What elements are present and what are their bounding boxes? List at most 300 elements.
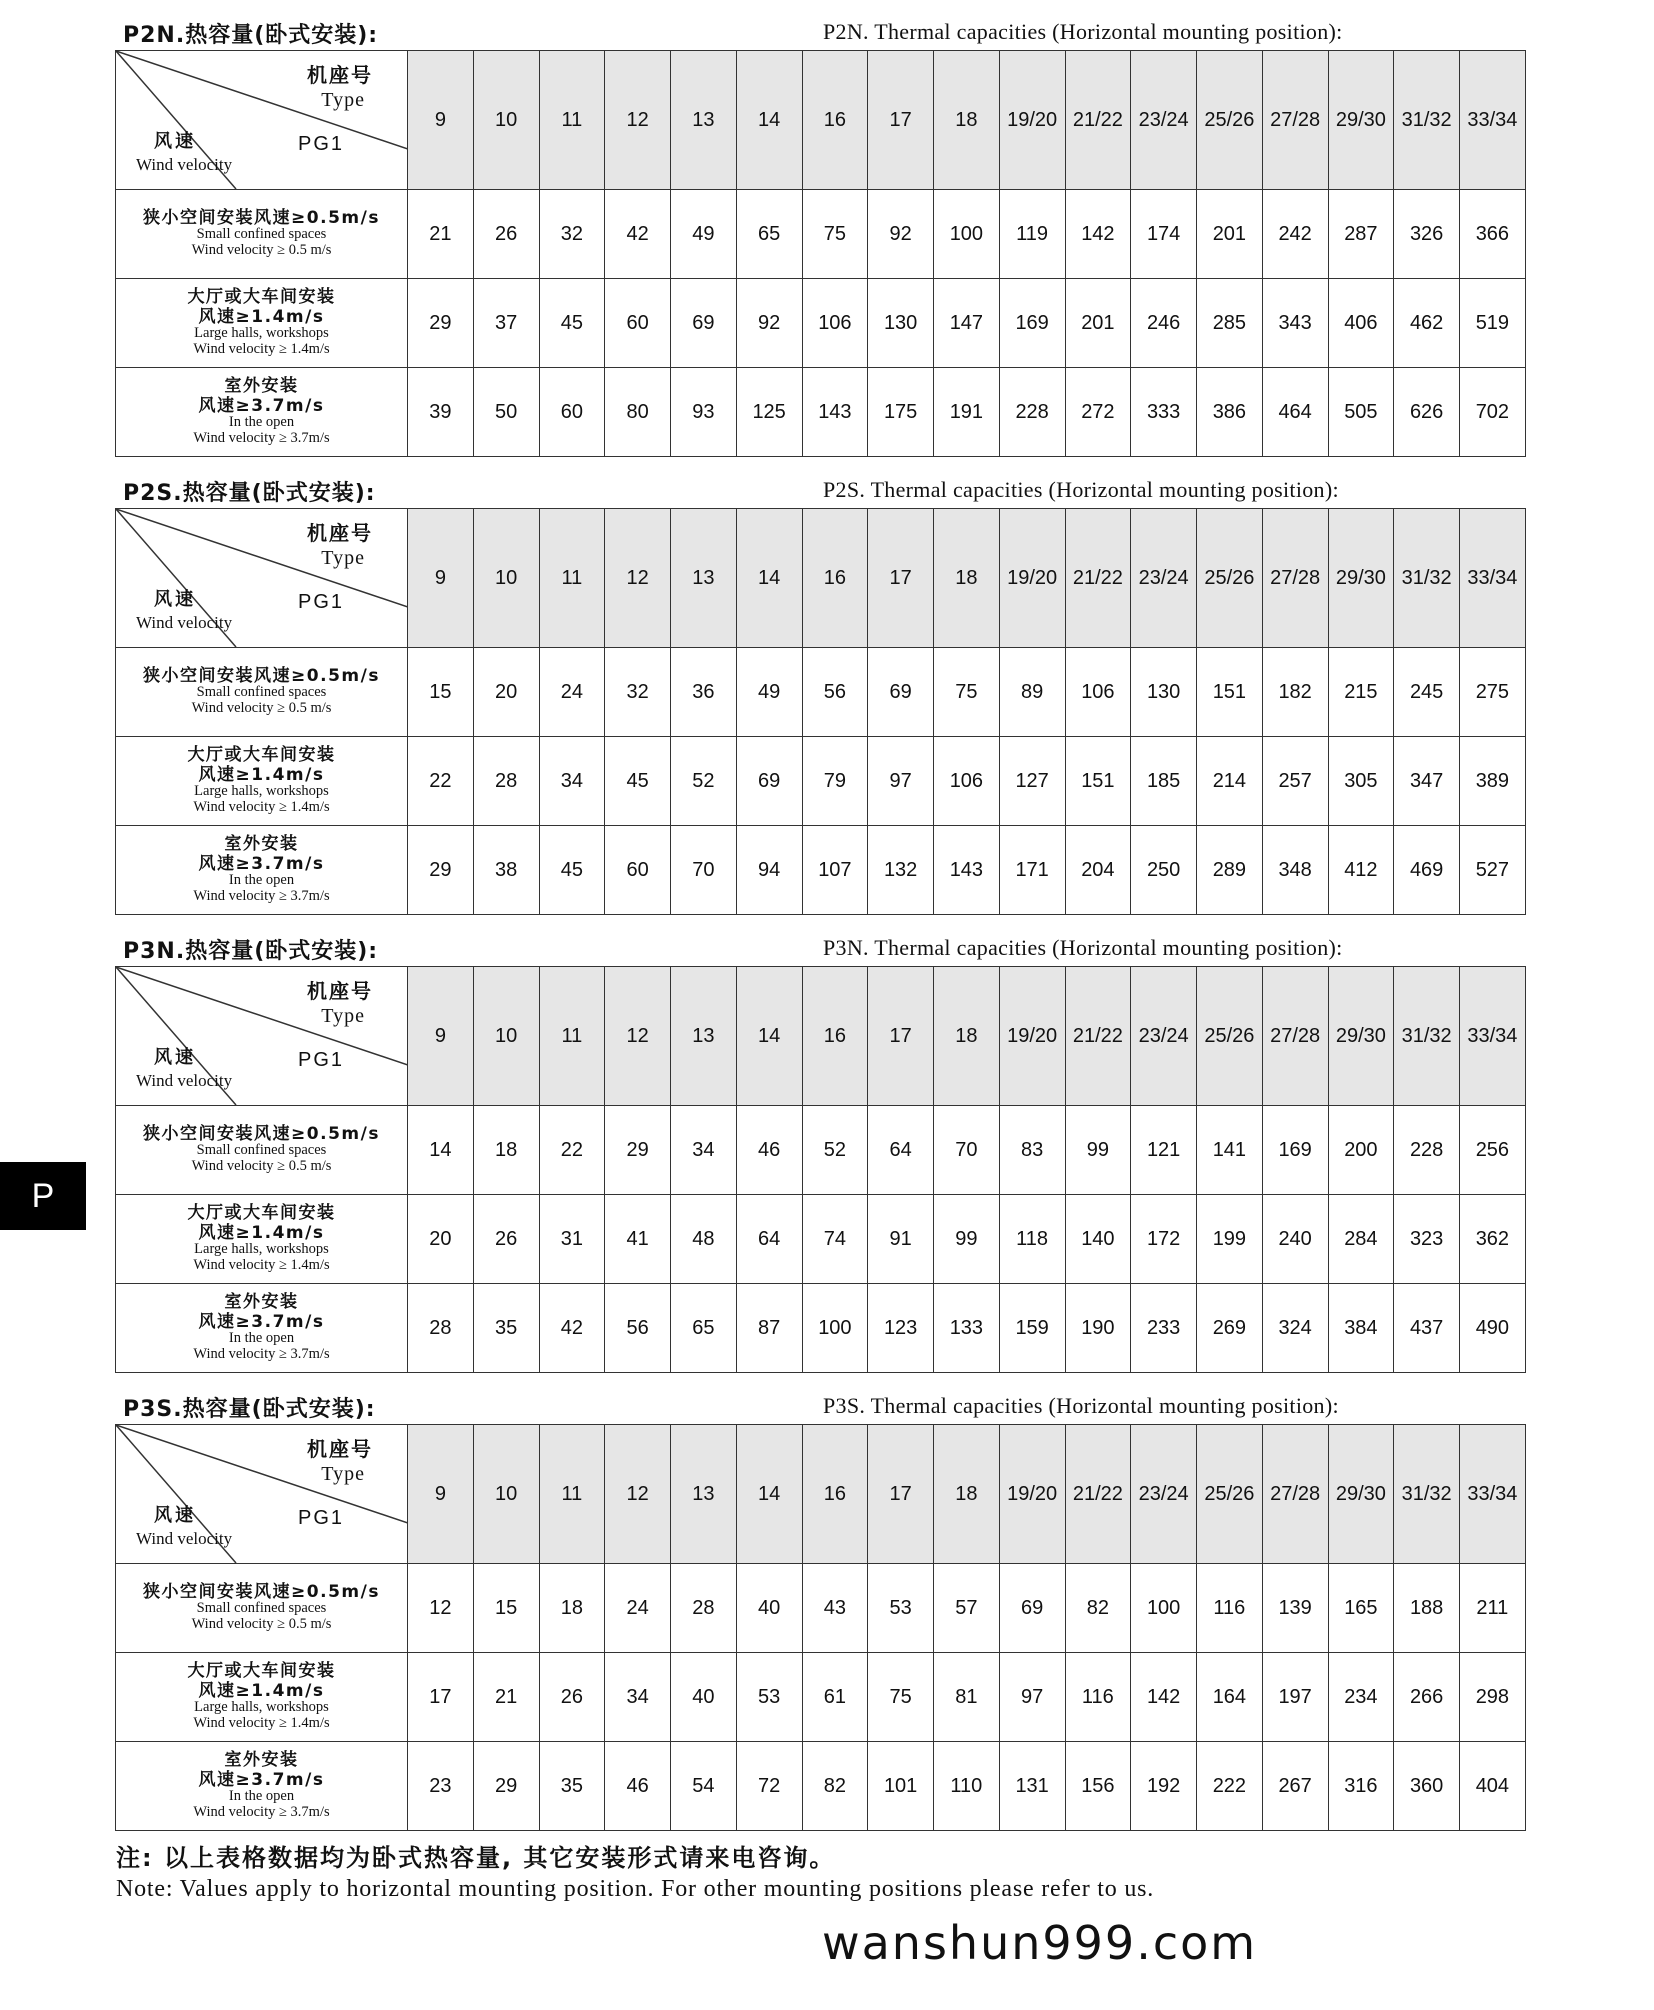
table-cell: 40 [736,1564,802,1653]
table-cell: 289 [1197,826,1263,915]
column-header: 25/26 [1197,1425,1263,1564]
table-cell: 97 [868,737,934,826]
footnote-chinese: 注: 以上表格数据均为卧式热容量, 其它安装形式请来电咨询。 [116,1844,836,1872]
row-label-english: In the open [228,1788,295,1805]
row-label-chinese: 狭小空间安装风速≥0.5m/s [143,1123,380,1144]
header-wind-chinese: 风速 [154,589,196,610]
column-header: 16 [802,509,868,648]
header-corner-cell [116,967,408,1106]
row-label-english: Wind velocity ≥ 0.5 m/s [191,1158,332,1175]
column-header: 14 [736,967,802,1106]
table-cell: 702 [1460,368,1526,457]
column-header: 31/32 [1394,509,1460,648]
row-label-chinese: 室外安装 [224,375,299,396]
column-header: 16 [802,1425,868,1564]
table-cell: 64 [868,1106,934,1195]
column-header: 19/20 [999,1425,1065,1564]
table-cell: 121 [1131,1106,1197,1195]
column-header: 10 [473,509,539,648]
row-label-english: Wind velocity ≥ 3.7m/s [193,1346,330,1363]
table-cell: 233 [1131,1284,1197,1373]
row-label-cell [116,1742,408,1831]
column-header: 14 [736,51,802,190]
row-label-chinese: 大厅或大车间安装 [187,286,336,307]
table-cell: 469 [1394,826,1460,915]
column-header: 12 [605,509,671,648]
table-cell: 360 [1394,1742,1460,1831]
section-title [115,18,1525,50]
table-cell: 142 [1131,1653,1197,1742]
row-label-english: In the open [228,872,295,889]
row-label-english: Large halls, workshops [194,1699,329,1716]
table-cell: 285 [1197,279,1263,368]
table-cell: 26 [473,1195,539,1284]
table-cell: 316 [1328,1742,1394,1831]
table-cell: 256 [1460,1106,1526,1195]
row-label-english: Wind velocity ≥ 3.7m/s [193,1804,330,1821]
column-header: 25/26 [1197,509,1263,648]
row-label-cell [116,1564,408,1653]
table-cell: 386 [1197,368,1263,457]
row-label-chinese: 风速≥3.7m/s [198,1311,325,1332]
table-cell: 119 [999,190,1065,279]
table-cell: 20 [408,1195,474,1284]
table-cell: 165 [1328,1564,1394,1653]
table-cell: 97 [999,1653,1065,1742]
column-header: 12 [605,51,671,190]
row-label-chinese: 狭小空间安装风速≥0.5m/s [143,207,380,228]
row-label-english: Wind velocity ≥ 1.4m/s [193,799,330,816]
table-cell: 197 [1262,1653,1328,1742]
table-cell: 89 [999,648,1065,737]
table-row [116,368,1526,457]
table-cell: 15 [408,648,474,737]
table-cell: 204 [1065,826,1131,915]
table-cell: 287 [1328,190,1394,279]
table-cell: 28 [408,1284,474,1373]
column-header: 27/28 [1262,51,1328,190]
column-header: 25/26 [1197,51,1263,190]
row-label-english: Large halls, workshops [194,1241,329,1258]
table-cell: 343 [1262,279,1328,368]
row-label-cell [116,1653,408,1742]
table-cell: 131 [999,1742,1065,1831]
capacity-section [115,934,1525,1373]
table-cell: 26 [473,190,539,279]
table-cell: 175 [868,368,934,457]
table-cell: 462 [1394,279,1460,368]
table-cell: 21 [473,1653,539,1742]
column-header: 17 [868,967,934,1106]
table-cell: 384 [1328,1284,1394,1373]
table-cell: 490 [1460,1284,1526,1373]
table-cell: 45 [539,826,605,915]
table-cell: 74 [802,1195,868,1284]
table-cell: 324 [1262,1284,1328,1373]
table-cell: 52 [671,737,737,826]
row-label-english: Wind velocity ≥ 1.4m/s [193,341,330,358]
table-cell: 127 [999,737,1065,826]
section-title [115,1392,1525,1424]
table-cell: 464 [1262,368,1328,457]
table-cell: 21 [408,190,474,279]
table-cell: 234 [1328,1653,1394,1742]
table-cell: 75 [934,648,1000,737]
table-cell: 35 [539,1742,605,1831]
row-label-cell [116,648,408,737]
capacity-section [115,1392,1525,1831]
row-label-cell [116,368,408,457]
table-cell: 75 [868,1653,934,1742]
table-row [116,1653,1526,1742]
column-header: 9 [408,51,474,190]
row-label-english: Wind velocity ≥ 1.4m/s [193,1715,330,1732]
row-label-chinese: 狭小空间安装风速≥0.5m/s [143,1581,380,1602]
table-cell: 214 [1197,737,1263,826]
table-cell: 159 [999,1284,1065,1373]
table-cell: 118 [999,1195,1065,1284]
column-header: 11 [539,967,605,1106]
table-cell: 130 [1131,648,1197,737]
section-title-english: P3N. Thermal capacities (Horizontal mounting position): [823,935,1343,960]
table-cell: 83 [999,1106,1065,1195]
table-cell: 14 [408,1106,474,1195]
header-row [116,967,1526,1106]
table-cell: 15 [473,1564,539,1653]
table-cell: 182 [1262,648,1328,737]
table-cell: 172 [1131,1195,1197,1284]
column-header: 33/34 [1460,1425,1526,1564]
table-cell: 99 [934,1195,1000,1284]
section-title-chinese: P3N.热容量(卧式安装): [123,939,379,964]
table-cell: 45 [605,737,671,826]
row-label-english: Wind velocity ≥ 3.7m/s [193,430,330,447]
table-cell: 626 [1394,368,1460,457]
table-cell: 87 [736,1284,802,1373]
table-cell: 65 [671,1284,737,1373]
table-cell: 245 [1394,648,1460,737]
section-title-chinese: P2S.热容量(卧式安装): [123,481,376,506]
column-header: 13 [671,509,737,648]
table-cell: 32 [605,648,671,737]
table-cell: 65 [736,190,802,279]
column-header: 23/24 [1131,967,1197,1106]
table-cell: 64 [736,1195,802,1284]
column-header: 31/32 [1394,1425,1460,1564]
table-cell: 266 [1394,1653,1460,1742]
table-cell: 24 [539,648,605,737]
row-label-cell [116,1284,408,1373]
table-cell: 156 [1065,1742,1131,1831]
header-corner-cell [116,51,408,190]
table-cell: 348 [1262,826,1328,915]
column-header: 13 [671,51,737,190]
table-cell: 298 [1460,1653,1526,1742]
header-type-chinese: 机座号 [307,63,373,87]
table-cell: 29 [473,1742,539,1831]
table-cell: 69 [868,648,934,737]
table-cell: 389 [1460,737,1526,826]
table-cell: 267 [1262,1742,1328,1831]
table-cell: 323 [1394,1195,1460,1284]
column-header: 17 [868,51,934,190]
table-cell: 242 [1262,190,1328,279]
column-header: 9 [408,509,474,648]
column-header: 33/34 [1460,509,1526,648]
row-label-chinese: 风速≥3.7m/s [198,1769,325,1790]
table-cell: 42 [539,1284,605,1373]
table-cell: 519 [1460,279,1526,368]
table-cell: 106 [802,279,868,368]
section-title [115,476,1525,508]
table-cell: 40 [671,1653,737,1742]
table-cell: 272 [1065,368,1131,457]
table-cell: 52 [802,1106,868,1195]
column-header: 27/28 [1262,1425,1328,1564]
row-label-english: Small confined spaces [196,1142,327,1159]
header-wind-chinese: 风速 [154,1047,196,1068]
header-wind-english: Wind velocity [136,155,233,174]
table-cell: 46 [736,1106,802,1195]
table-cell: 34 [671,1106,737,1195]
row-label-english: Wind velocity ≥ 0.5 m/s [191,242,332,259]
table-cell: 142 [1065,190,1131,279]
table-cell: 49 [736,648,802,737]
header-corner-cell [116,509,408,648]
table-cell: 169 [999,279,1065,368]
table-cell: 79 [802,737,868,826]
column-header: 21/22 [1065,51,1131,190]
table-cell: 91 [868,1195,934,1284]
table-cell: 139 [1262,1564,1328,1653]
row-label-english: Small confined spaces [196,1600,327,1617]
column-header: 23/24 [1131,1425,1197,1564]
row-label-chinese: 风速≥3.7m/s [198,395,325,416]
table-cell: 171 [999,826,1065,915]
row-label-english: Wind velocity ≥ 0.5 m/s [191,1616,332,1633]
table-cell: 169 [1262,1106,1328,1195]
table-cell: 72 [736,1742,802,1831]
table-cell: 92 [736,279,802,368]
table-cell: 69 [736,737,802,826]
table-row [116,190,1526,279]
column-header: 18 [934,509,1000,648]
column-header: 29/30 [1328,509,1394,648]
header-row [116,1425,1526,1564]
table-cell: 56 [802,648,868,737]
table-cell: 100 [934,190,1000,279]
table-cell: 22 [408,737,474,826]
column-header: 18 [934,967,1000,1106]
table-row [116,826,1526,915]
row-label-chinese: 室外安装 [224,1291,299,1312]
table-cell: 22 [539,1106,605,1195]
column-header: 14 [736,509,802,648]
table-cell: 143 [934,826,1000,915]
table-cell: 140 [1065,1195,1131,1284]
footnote-english: Note: Values apply to horizontal mounting position. For other mounting positions please refer to us. [116,1876,1155,1902]
table-cell: 18 [539,1564,605,1653]
table-cell: 42 [605,190,671,279]
row-label-english: Wind velocity ≥ 1.4m/s [193,1257,330,1274]
table-cell: 188 [1394,1564,1460,1653]
table-cell: 56 [605,1284,671,1373]
header-type-english: Type [321,1463,365,1485]
table-cell: 527 [1460,826,1526,915]
table-cell: 201 [1065,279,1131,368]
table-cell: 24 [605,1564,671,1653]
column-header: 11 [539,509,605,648]
row-label-english: Wind velocity ≥ 3.7m/s [193,888,330,905]
table-cell: 31 [539,1195,605,1284]
table-cell: 23 [408,1742,474,1831]
table-cell: 34 [539,737,605,826]
column-header: 29/30 [1328,1425,1394,1564]
table-cell: 49 [671,190,737,279]
table-cell: 123 [868,1284,934,1373]
table-cell: 347 [1394,737,1460,826]
table-cell: 60 [605,826,671,915]
row-label-chinese: 大厅或大车间安装 [187,1660,336,1681]
row-label-cell [116,826,408,915]
column-header: 18 [934,51,1000,190]
table-cell: 143 [802,368,868,457]
table-cell: 26 [539,1653,605,1742]
table-cell: 147 [934,279,1000,368]
table-cell: 185 [1131,737,1197,826]
table-cell: 45 [539,279,605,368]
table-cell: 70 [934,1106,1000,1195]
header-type-english: Type [321,89,365,111]
table-cell: 29 [408,279,474,368]
column-header: 29/30 [1328,51,1394,190]
row-label-cell [116,279,408,368]
table-cell: 69 [999,1564,1065,1653]
column-header: 13 [671,1425,737,1564]
table-cell: 12 [408,1564,474,1653]
column-header: 14 [736,1425,802,1564]
row-label-english: Large halls, workshops [194,325,329,342]
section-title-english: P2S. Thermal capacities (Horizontal mounting position): [823,477,1339,502]
table-cell: 92 [868,190,934,279]
table-cell: 116 [1065,1653,1131,1742]
column-header: 11 [539,51,605,190]
table-cell: 412 [1328,826,1394,915]
table-cell: 404 [1460,1742,1526,1831]
header-row [116,509,1526,648]
header-pg: PG1 [298,133,345,155]
table-cell: 164 [1197,1653,1263,1742]
header-wind-english: Wind velocity [136,1529,233,1548]
table-cell: 110 [934,1742,1000,1831]
table-cell: 107 [802,826,868,915]
header-wind-chinese: 风速 [154,131,196,152]
table-cell: 41 [605,1195,671,1284]
row-label-cell [116,1195,408,1284]
table-cell: 125 [736,368,802,457]
row-label-english: Small confined spaces [196,226,327,243]
header-type-chinese: 机座号 [307,1437,373,1461]
header-row [116,51,1526,190]
column-header: 33/34 [1460,51,1526,190]
header-type-english: Type [321,547,365,569]
table-cell: 53 [736,1653,802,1742]
table-cell: 18 [473,1106,539,1195]
table-cell: 151 [1065,737,1131,826]
row-label-chinese: 风速≥1.4m/s [198,1680,325,1701]
row-label-english: In the open [228,414,295,431]
row-label-english: Large halls, workshops [194,783,329,800]
capacity-section [115,18,1525,457]
section-tab-p: P [0,1162,86,1230]
table-cell: 240 [1262,1195,1328,1284]
table-cell: 199 [1197,1195,1263,1284]
capacity-table [115,1424,1526,1831]
table-cell: 174 [1131,190,1197,279]
column-header: 9 [408,967,474,1106]
column-header: 29/30 [1328,967,1394,1106]
table-cell: 333 [1131,368,1197,457]
table-cell: 38 [473,826,539,915]
row-label-cell [116,190,408,279]
table-cell: 211 [1460,1564,1526,1653]
row-label-chinese: 大厅或大车间安装 [187,744,336,765]
column-header: 19/20 [999,967,1065,1106]
table-cell: 70 [671,826,737,915]
column-header: 9 [408,1425,474,1564]
row-label-chinese: 风速≥1.4m/s [198,1222,325,1243]
column-header: 21/22 [1065,967,1131,1106]
header-wind-chinese: 风速 [154,1505,196,1526]
column-header: 21/22 [1065,1425,1131,1564]
table-cell: 366 [1460,190,1526,279]
table-cell: 35 [473,1284,539,1373]
table-cell: 60 [539,368,605,457]
table-cell: 141 [1197,1106,1263,1195]
table-cell: 32 [539,190,605,279]
table-cell: 29 [605,1106,671,1195]
column-header: 17 [868,1425,934,1564]
column-header: 16 [802,967,868,1106]
column-header: 10 [473,51,539,190]
column-header: 25/26 [1197,967,1263,1106]
table-cell: 215 [1328,648,1394,737]
column-header: 10 [473,1425,539,1564]
table-cell: 99 [1065,1106,1131,1195]
row-label-cell [116,1106,408,1195]
table-cell: 20 [473,648,539,737]
table-cell: 200 [1328,1106,1394,1195]
table-cell: 437 [1394,1284,1460,1373]
table-cell: 190 [1065,1284,1131,1373]
row-label-chinese: 室外安装 [224,1749,299,1770]
row-label-chinese: 风速≥3.7m/s [198,853,325,874]
table-cell: 257 [1262,737,1328,826]
table-cell: 246 [1131,279,1197,368]
table-cell: 106 [934,737,1000,826]
table-cell: 191 [934,368,1000,457]
table-cell: 100 [802,1284,868,1373]
table-row [116,1742,1526,1831]
capacity-table [115,966,1526,1373]
table-cell: 37 [473,279,539,368]
column-header: 19/20 [999,509,1065,648]
table-cell: 93 [671,368,737,457]
table-row [116,1195,1526,1284]
column-header: 12 [605,1425,671,1564]
row-label-chinese: 风速≥1.4m/s [198,306,325,327]
row-label-chinese: 大厅或大车间安装 [187,1202,336,1223]
